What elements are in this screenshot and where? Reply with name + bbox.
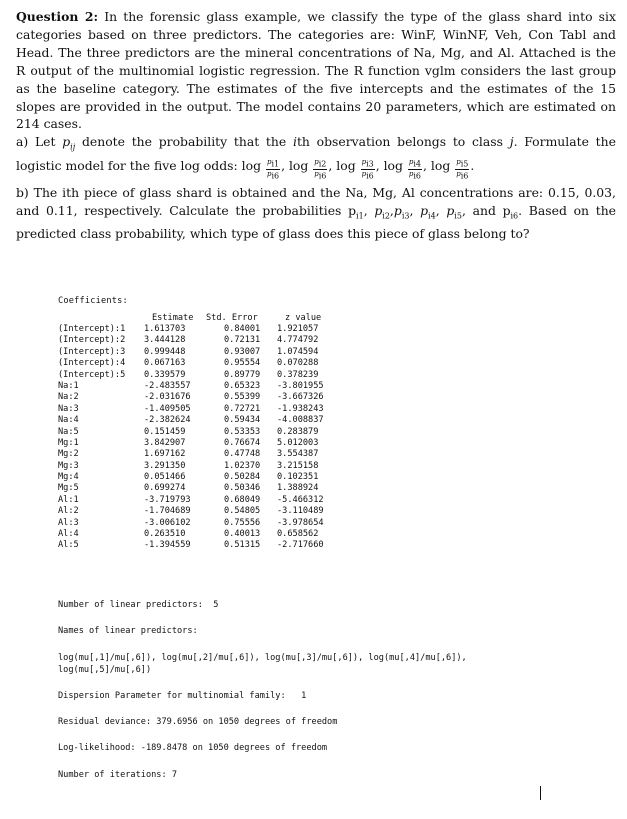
header-std-error: Std. Error bbox=[206, 313, 258, 323]
coef-z-value: 0.283879 bbox=[277, 426, 319, 437]
number-of-iterations: Number of iterations: 7 bbox=[58, 770, 177, 780]
part-a-prefix: a) Let bbox=[16, 134, 56, 150]
coef-z-value: -1.938243 bbox=[277, 403, 324, 414]
coef-z-value: 1.921057 bbox=[277, 324, 319, 334]
coef-name: Na:3 bbox=[58, 403, 79, 414]
log-odds-list: log $\frac{p_{i1}}{p_{i6}}$ , log $\frac{p_{i2}}{p_{i6}}$ , log $\frac{p_{i3}}{p_{i6}}$ , log $\frac{p_{i4}}{p_{i6}}$ , log $\frac{p_{i5}}{p_{i6}}$ . bbox=[241, 157, 475, 181]
coef-name: Mg:2 bbox=[58, 449, 79, 460]
part-b-text: b) The ith piece of glass shard is obtained and the Na, Mg, Al concentrations are: 0.15, 0.03, and 0.11, respectively. Calculate the probabilities p bbox=[16, 185, 616, 218]
coef-std-error: 0.76674 bbox=[224, 437, 261, 448]
coef-name: Na:1 bbox=[58, 380, 79, 391]
residual-deviance: Residual deviance: 379.6956 on 1050 degrees of freedom bbox=[58, 717, 338, 727]
coef-std-error: 0.47748 bbox=[224, 449, 261, 460]
coef-estimate: 1.697162 bbox=[144, 449, 186, 460]
coef-estimate: 0.151459 bbox=[144, 426, 186, 437]
coef-z-value: 0.658562 bbox=[277, 529, 319, 540]
coef-z-value: -3.978654 bbox=[277, 517, 324, 528]
num-linear-predictors: Number of linear predictors: 5 bbox=[58, 600, 219, 610]
coef-std-error: 0.68049 bbox=[224, 494, 261, 505]
part-a: a) Let $p_{ij}$ denote the probability that the ith observation belongs to class j. Formulate the logistic model for the five log odds: log $\frac{p_{i1}}{p_{i6}}$ , log $\frac{p_{i2}}{p_{i6}}$ , log $\frac{p_{i3}}{p_{i6}}$ , log $\frac{p_{i4}}{p_{i6}}$ , log $\frac{p_{i5}}{p_{i6}}$ . bbox=[16, 134, 616, 181]
coef-name: Al:1 bbox=[58, 494, 79, 505]
question-title: Question 2: bbox=[16, 9, 99, 24]
coefficients-title: Coefficients: bbox=[58, 296, 128, 306]
coef-z-value: 3.215158 bbox=[277, 460, 319, 471]
coef-z-value: 4.774792 bbox=[277, 335, 319, 346]
coef-estimate: 0.699274 bbox=[144, 483, 186, 494]
part-a-mid: denote the probability that the bbox=[81, 134, 287, 150]
coef-std-error: 0.40013 bbox=[224, 529, 261, 540]
coef-z-value: -4.008837 bbox=[277, 415, 324, 426]
coef-z-value: -3.667326 bbox=[277, 392, 324, 403]
coef-name: (Intercept):1 bbox=[58, 324, 126, 334]
coef-estimate: 0.067163 bbox=[144, 358, 186, 369]
coef-z-value: 0.070288 bbox=[277, 358, 319, 369]
coef-z-value: -5.466312 bbox=[277, 494, 324, 505]
coef-name: (Intercept):2 bbox=[58, 335, 126, 346]
coef-estimate: -2.483557 bbox=[144, 380, 191, 391]
names-linear-predictors-line2: log(mu[,5]/mu[,6]) bbox=[58, 665, 152, 675]
coef-z-value: 5.012003 bbox=[277, 437, 319, 448]
coef-estimate: 3.444128 bbox=[144, 335, 186, 346]
coef-z-value: -3.801955 bbox=[277, 380, 324, 391]
coef-estimate: -1.394559 bbox=[144, 540, 191, 551]
coef-z-value: -2.717660 bbox=[277, 540, 324, 551]
coef-z-value: -3.110489 bbox=[277, 506, 324, 517]
coef-z-value: 1.074594 bbox=[277, 346, 319, 357]
coef-name: Mg:3 bbox=[58, 460, 79, 471]
part-b: b) The ith piece of glass shard is obtained and the Na, Mg, Al concentrations are: 0.15, 0.03, and 0.11, respectively. Calculate the probabilities $p_{i1}$, $p_{i2},p_{i3}$, $p_{i4}$, $p_{i5}$, and $p_{i6}$. Based on the predicted class probability, which type of glass does this piece of glass belong to? bbox=[16, 185, 617, 242]
coef-name: Al:4 bbox=[58, 529, 79, 540]
coef-name: (Intercept):5 bbox=[58, 369, 126, 380]
question-block bbox=[16, 8, 616, 180]
coef-name: Mg:1 bbox=[58, 437, 79, 448]
coef-std-error: 0.65323 bbox=[224, 380, 261, 391]
coef-z-value: 3.554387 bbox=[277, 449, 319, 460]
coef-estimate: -2.031676 bbox=[144, 392, 191, 403]
coef-std-error: 0.89779 bbox=[224, 369, 261, 380]
coef-z-value: 0.102351 bbox=[277, 472, 319, 483]
coef-std-error: 0.59434 bbox=[224, 415, 261, 426]
question-intro bbox=[16, 8, 616, 133]
coef-estimate: 3.291350 bbox=[144, 460, 186, 471]
coef-std-error: 0.93007 bbox=[224, 346, 261, 357]
coef-estimate: 0.999448 bbox=[144, 346, 186, 357]
coef-estimate: 1.613703 bbox=[144, 324, 186, 334]
coef-estimate: -3.006102 bbox=[144, 517, 191, 528]
header-z-value: z value bbox=[285, 313, 322, 323]
coef-std-error: 0.72131 bbox=[224, 335, 261, 346]
coef-std-error: 0.84001 bbox=[224, 324, 261, 334]
coef-std-error: 0.51315 bbox=[224, 540, 261, 551]
coef-name: Al:2 bbox=[58, 506, 79, 517]
coef-z-value: 0.378239 bbox=[277, 369, 319, 380]
names-linear-predictors-line1: log(mu[,1]/mu[,6]), log(mu[,2]/mu[,6]), log(mu[,3]/mu[,6]), log(mu[,4]/mu[,6]), bbox=[58, 653, 467, 663]
coef-estimate: 3.842907 bbox=[144, 437, 186, 448]
coef-std-error: 0.75556 bbox=[224, 517, 261, 528]
part-b-tail: and p bbox=[472, 202, 511, 218]
coef-estimate: 0.339579 bbox=[144, 369, 186, 380]
coef-name: Na:4 bbox=[58, 415, 79, 426]
coef-std-error: 0.50346 bbox=[224, 483, 261, 494]
coef-z-value: 1.388924 bbox=[277, 483, 319, 494]
coef-std-error: 1.02370 bbox=[224, 460, 261, 471]
coef-std-error: 0.95554 bbox=[224, 358, 261, 369]
coef-estimate: 0.051466 bbox=[144, 472, 186, 483]
coef-std-error: 0.53353 bbox=[224, 426, 261, 437]
part-a-mid2: observation belongs to class bbox=[316, 134, 504, 150]
coef-estimate: -2.382624 bbox=[144, 415, 191, 426]
coef-estimate: 0.263510 bbox=[144, 529, 186, 540]
header-estimate: Estimate bbox=[152, 313, 194, 323]
coef-std-error: 0.50284 bbox=[224, 472, 261, 483]
coef-name: Mg:4 bbox=[58, 472, 79, 483]
log-likelihood: Log-likelihood: -189.8478 on 1050 degrees of freedom bbox=[58, 743, 328, 753]
coef-estimate: -1.704689 bbox=[144, 506, 191, 517]
coef-name: (Intercept):4 bbox=[58, 358, 126, 369]
part-a-mid3: . Formulate the logistic model for the five log odds: bbox=[16, 134, 616, 173]
coef-std-error: 0.55399 bbox=[224, 392, 261, 403]
coef-name: Na:5 bbox=[58, 426, 79, 437]
coef-std-error: 0.72721 bbox=[224, 403, 261, 414]
coef-name: Al:5 bbox=[58, 540, 79, 551]
dispersion-parameter: Dispersion Parameter for multinomial family: 1 bbox=[58, 691, 307, 701]
coef-estimate: -1.409505 bbox=[144, 403, 191, 414]
names-linear-predictors-label: Names of linear predictors: bbox=[58, 626, 198, 636]
coef-estimate: -3.719793 bbox=[144, 494, 191, 505]
coef-name: Al:3 bbox=[58, 517, 79, 528]
coef-name: Mg:5 bbox=[58, 483, 79, 494]
coef-name: (Intercept):3 bbox=[58, 346, 126, 357]
question-text: In the forensic glass example, we classify the type of the glass shard into six categories based on three predictors. The categories are: WinF, WinNF, Veh, Con Tabl and Head. The three predictors are the mineral concentrations of Na, Mg, and Al. Attached is the R output of the multinomial logistic regression. The R function vglm considers the last group as the baseline category. The estimates of the five intercepts and the estimates of the 15 slopes are provided in the output. The model contains 20 parameters, which are estimated on 214 cases. bbox=[16, 9, 616, 132]
part-b-end: . Based on the predicted class probability, which type of glass does this piece of glass belong to? bbox=[16, 202, 617, 242]
coef-name: Na:2 bbox=[58, 392, 79, 403]
coef-std-error: 0.54805 bbox=[224, 506, 261, 517]
text-cursor bbox=[540, 786, 541, 800]
